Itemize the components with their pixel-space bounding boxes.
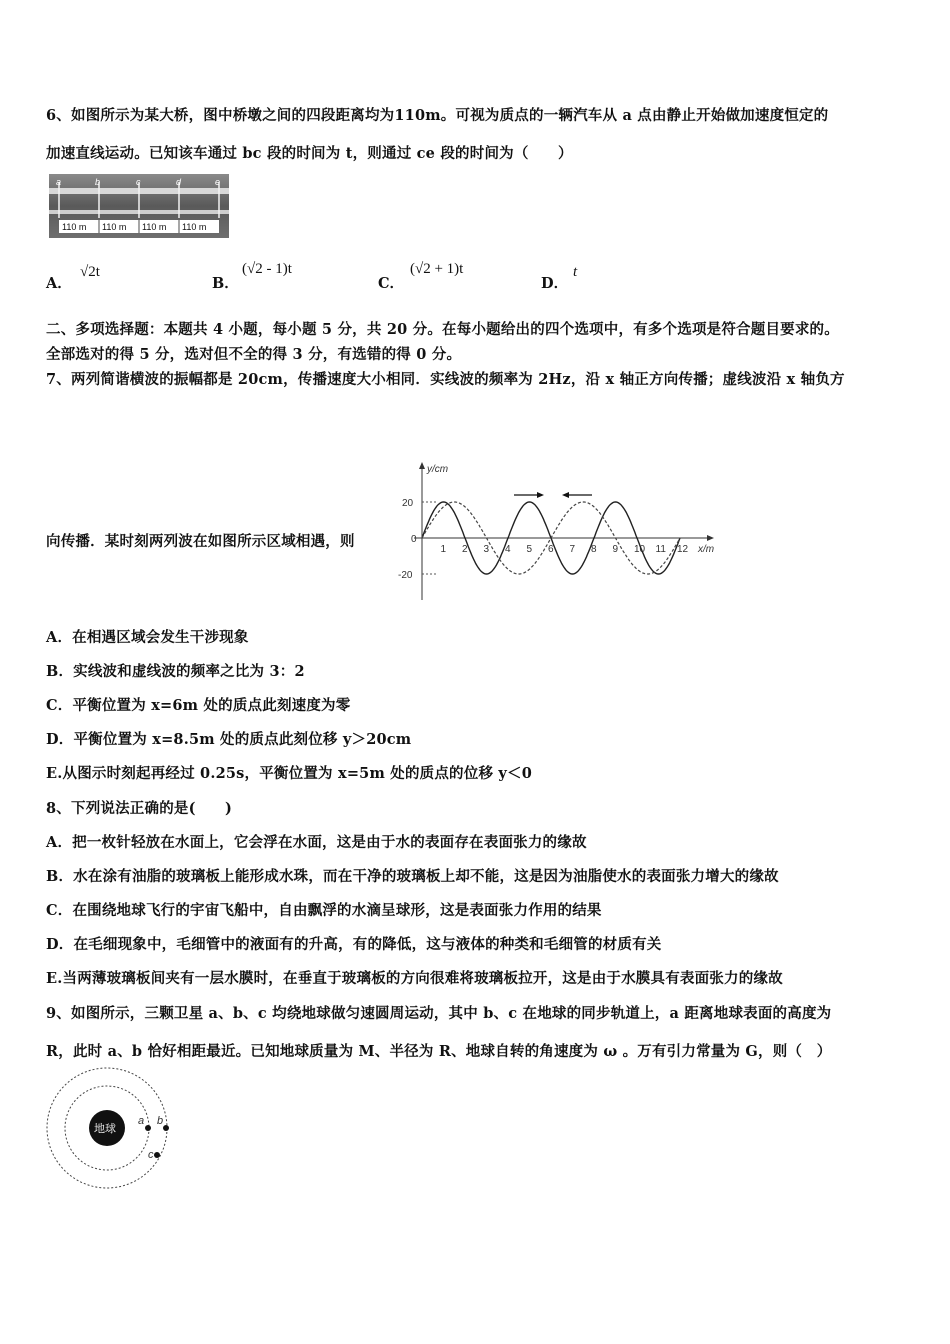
satellite-b-label: b	[157, 1115, 164, 1127]
section2-line2: 全部选对的得 5 分，选对但不全的得 3 分，有选错的得 0 分。	[46, 346, 462, 363]
x-tick-label: 12	[677, 544, 689, 555]
x-tick-label: 4	[505, 544, 511, 555]
section2-line1: 二、多项选择题：本题共 4 小题，每小题 5 分，共 20 分。在每小题给出的四个选项中，有多个选项是符合题目要求的。	[46, 321, 839, 338]
dashed-wave-direction-arrow	[562, 492, 592, 498]
satellite-c	[154, 1152, 160, 1158]
q7-line2: 向传播．某时刻两列波在如图所示区域相遇，则	[46, 533, 355, 550]
q8-option-c[interactable]: C．在围绕地球飞行的宇宙飞船中，自由飘浮的水滴呈球形，这是表面张力作用的结果	[46, 902, 602, 919]
q8-option-d[interactable]: D．在毛细现象中，毛细管中的液面有的升高，有的降低，这与液体的种类和毛细管的材质有关	[46, 936, 662, 953]
satellite-b	[163, 1125, 169, 1131]
q6-option-d-value: t	[573, 264, 578, 280]
q6-option-b-label[interactable]: B．	[212, 275, 239, 292]
q6-option-a-label[interactable]: A．	[46, 275, 72, 292]
q7-option-a[interactable]: A．在相遇区域会发生干涉现象	[46, 629, 249, 646]
y-axis-label: y/cm	[427, 464, 449, 475]
x-tick-label: 6	[548, 544, 554, 555]
solid-wave-direction-arrow	[514, 492, 544, 498]
x-tick-label: 9	[612, 544, 619, 555]
x-tick-label: 1	[440, 544, 447, 555]
bridge-segment-1: 110 m	[62, 222, 87, 232]
x-tick-label: 10	[634, 544, 646, 555]
q7-option-c[interactable]: C．平衡位置为 x=6m 处的质点此刻速度为零	[46, 697, 351, 714]
x-axis-label: x/m	[698, 544, 715, 555]
q6-option-c-value: (√2 + 1)t	[410, 261, 464, 277]
bridge-point-d: d	[176, 177, 182, 187]
q6-option-d-label[interactable]: D．	[541, 275, 569, 292]
bridge-point-e: e	[215, 177, 221, 187]
x-tick-label: 7	[569, 544, 576, 555]
q6-option-a-value: √2t	[80, 264, 100, 280]
q9-line1: 9、如图所示，三颗卫星 a、b、c 均绕地球做匀速圆周运动，其中 b、c 在地球的同步轨道上，a 距离地球表面的高度为	[46, 1005, 832, 1022]
x-tick-label: 11	[655, 544, 666, 555]
y-tick-neg20: -20	[398, 570, 413, 581]
bridge-segment-3: 110 m	[142, 222, 167, 232]
q6-line1: 6、如图所示为某大桥，图中桥墩之间的四段距离均为110m。可视为质点的一辆汽车从 a 点由静止开始做加速度恒定的	[46, 107, 829, 124]
bridge-figure	[49, 174, 229, 238]
y-tick-0: 0	[411, 534, 417, 545]
satellite-c-label: c	[148, 1149, 154, 1161]
earth-label: 地球	[94, 1123, 116, 1135]
x-tick-label: 5	[526, 544, 533, 555]
x-tick-label: 8	[591, 544, 597, 555]
q7-option-d[interactable]: D．平衡位置为 x=8.5m 处的质点此刻位移 y＞20cm	[46, 731, 412, 748]
bridge-point-c: c	[136, 177, 141, 187]
q8-title: 8、下列说法正确的是( )	[46, 800, 233, 817]
bridge-point-b: b	[95, 177, 101, 187]
wave-chart	[392, 460, 732, 604]
satellite-a-label: a	[138, 1115, 145, 1127]
q9-line2: R，此时 a、b 恰好相距最近。已知地球质量为 M、半径为 R、地球自转的角速度为 ω 。万有引力常量为 G，则（ ）	[46, 1043, 832, 1060]
bridge-point-a: a	[56, 177, 62, 187]
q8-option-a[interactable]: A．把一枚针轻放在水面上，它会浮在水面，这是由于水的表面存在表面张力的缘故	[46, 834, 587, 851]
q6-line2: 加速直线运动。已知该车通过 bc 段的时间为 t，则通过 ce 段的时间为（ ）	[46, 145, 573, 162]
orbit-figure	[44, 1062, 184, 1202]
q7-line1: 7、两列简谐横波的振幅都是 20cm，传播速度大小相同．实线波的频率为 2Hz，沿 x 轴正方向传播；虚线波沿 x 轴负方	[46, 371, 845, 388]
x-tick-label: 3	[483, 544, 490, 555]
q7-option-e[interactable]: E.从图示时刻起再经过 0.25s，平衡位置为 x=5m 处的质点的位移 y＜0	[46, 765, 533, 782]
q6-option-c-label[interactable]: C．	[378, 275, 405, 292]
y-tick-20: 20	[402, 498, 414, 509]
satellite-a	[145, 1125, 151, 1131]
q8-option-e[interactable]: E.当两薄玻璃板间夹有一层水膜时，在垂直于玻璃板的方向很难将玻璃板拉开，这是由于水膜具有表面张力的缘故	[46, 970, 783, 987]
q8-option-b[interactable]: B．水在涂有油脂的玻璃板上能形成水珠，而在干净的玻璃板上却不能，这是因为油脂使水的表面张力增大的缘故	[46, 868, 779, 885]
q6-option-b-value: (√2 - 1)t	[242, 261, 292, 277]
q7-option-b[interactable]: B．实线波和虚线波的频率之比为 3：2	[46, 663, 305, 680]
bridge-segment-4: 110 m	[182, 222, 207, 232]
x-tick-label: 2	[462, 544, 468, 555]
bridge-segment-2: 110 m	[102, 222, 127, 232]
